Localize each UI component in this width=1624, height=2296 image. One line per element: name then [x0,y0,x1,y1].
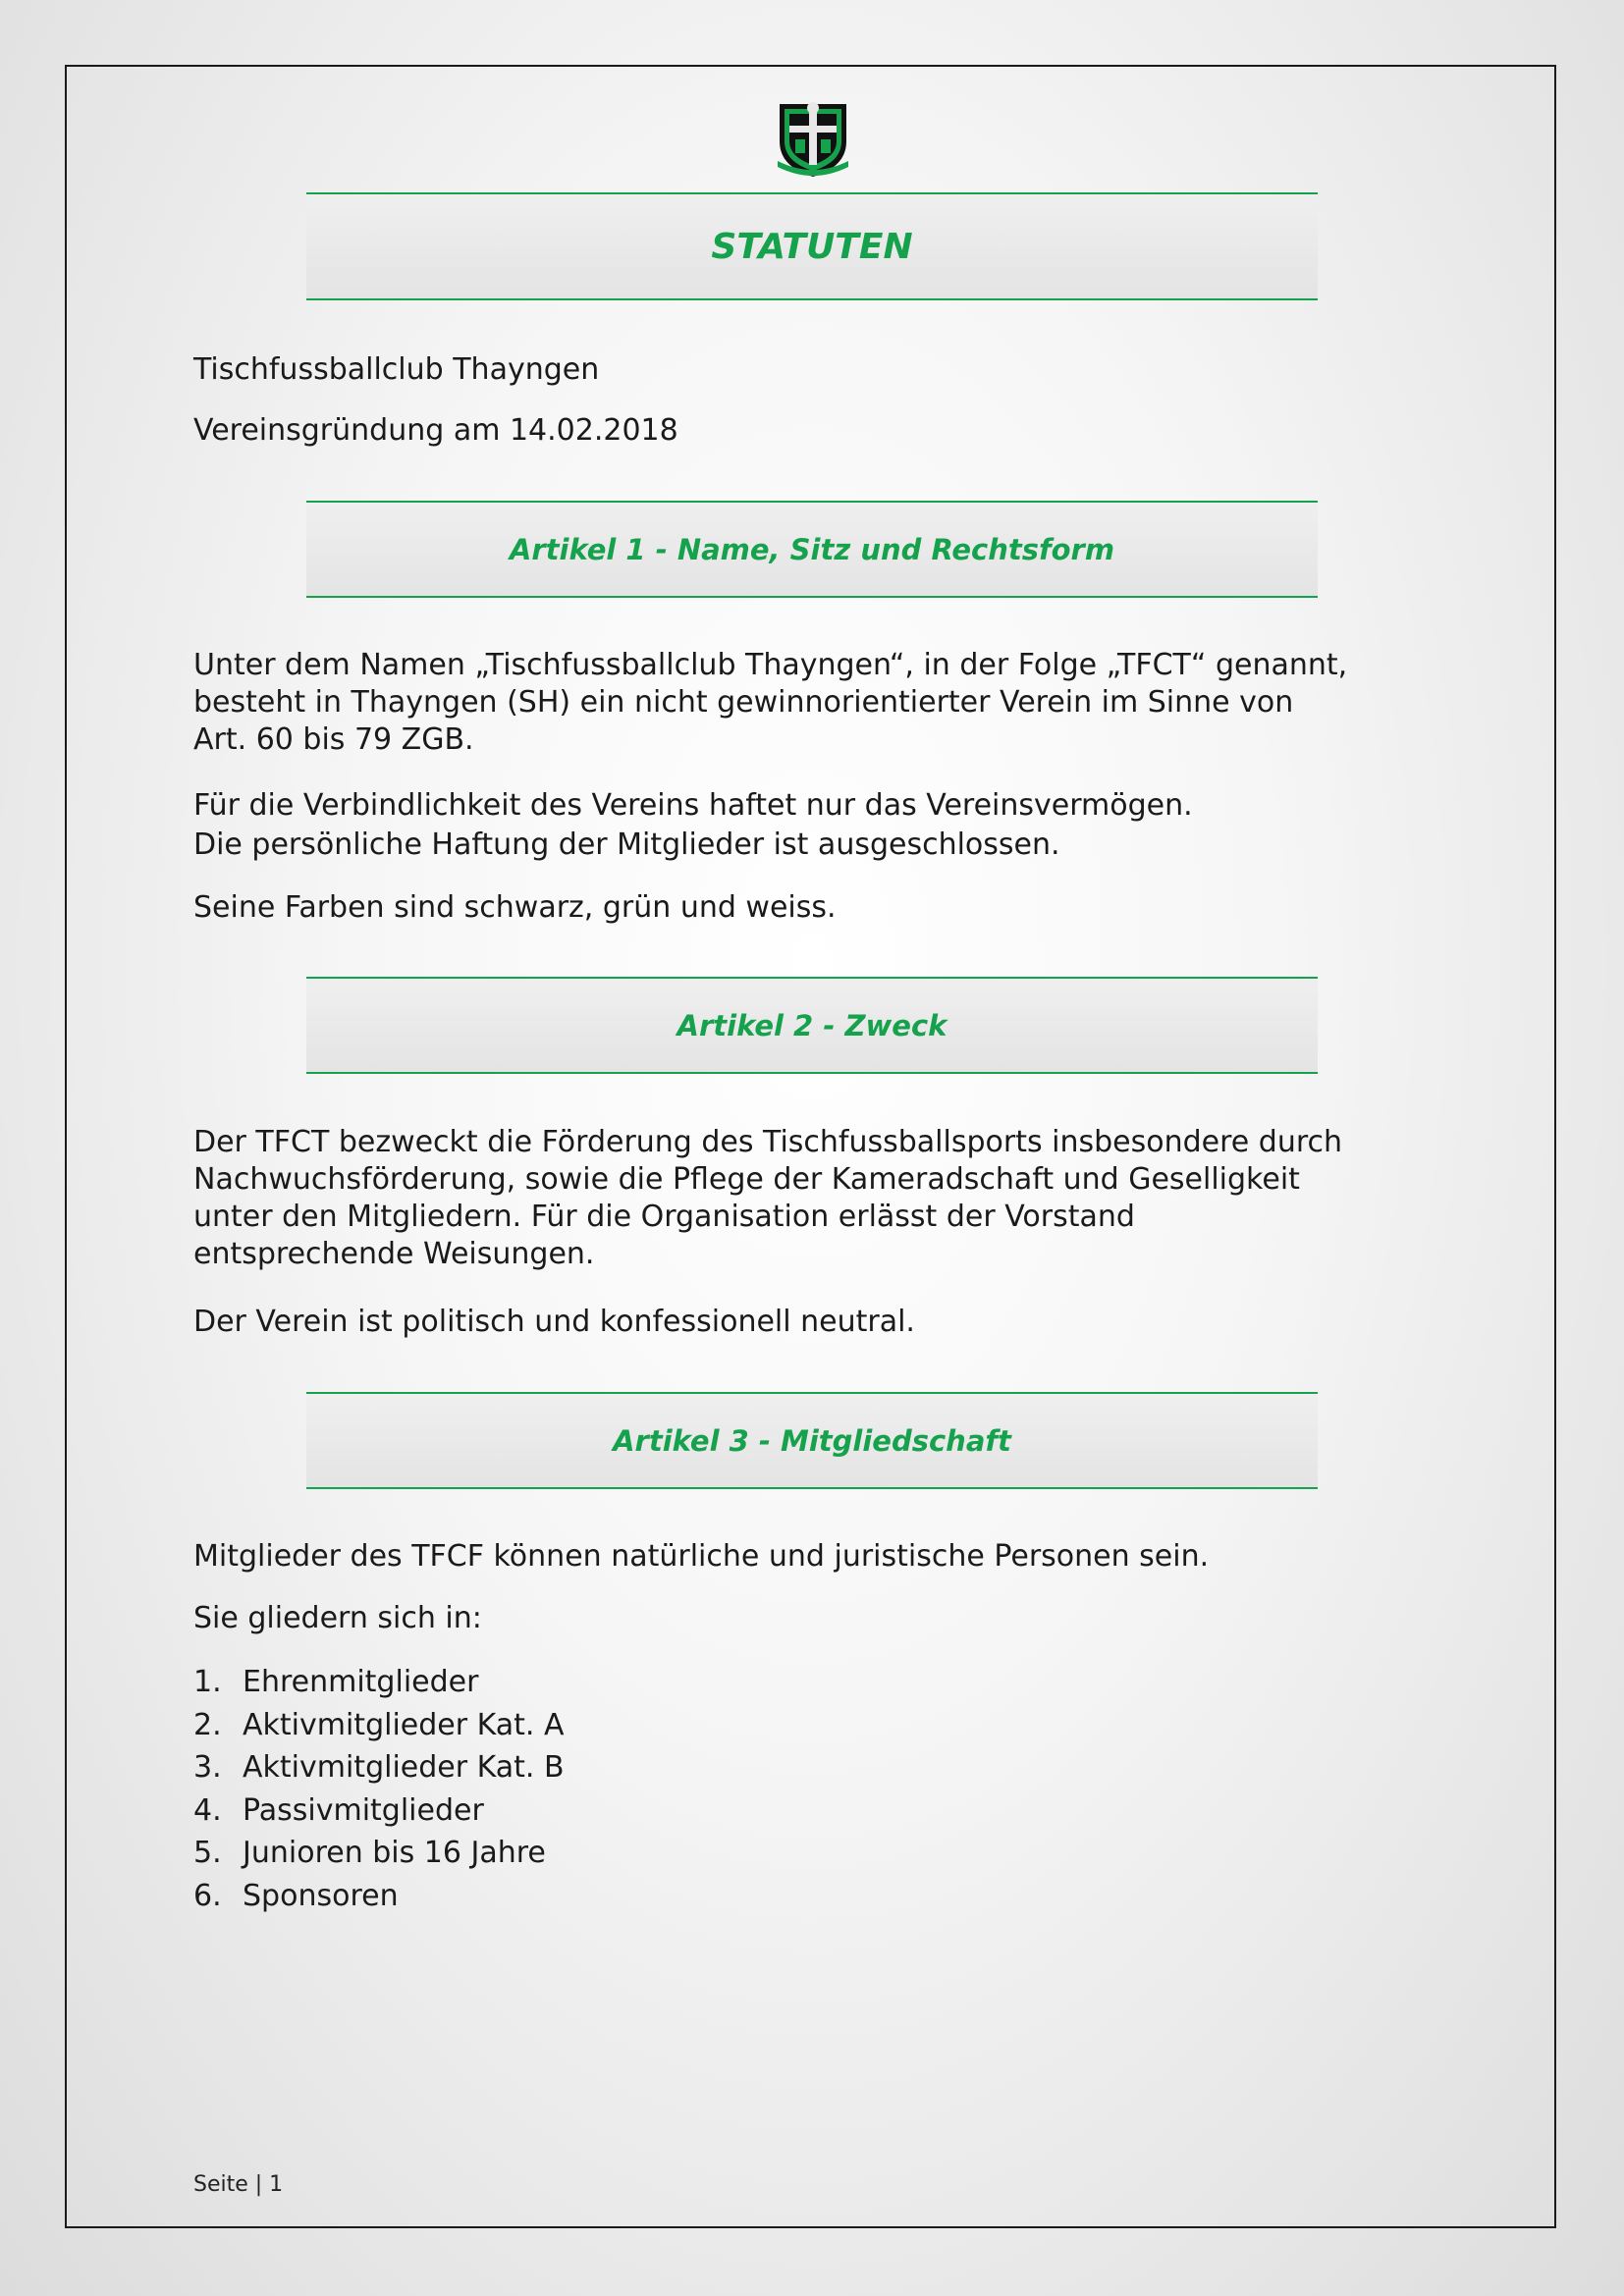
article-2-paragraph-2: Der Verein ist politisch und konfessionell neutral. [193,1305,915,1339]
article-2-heading: Artikel 2 - Zweck [677,1008,947,1042]
list-item [193,1832,565,1875]
title-banner [306,192,1318,300]
list-number: 5. [193,1836,222,1870]
article-3-banner [306,1392,1318,1489]
list-number: 4. [193,1792,222,1828]
article-1-paragraph-2: Für die Verbindlichkeit des Vereins haftet nur das Vereinsvermögen. [193,788,1193,823]
article-1-heading: Artikel 1 - Name, Sitz und Rechtsform [509,532,1115,566]
list-text: Ehrenmitglieder [243,1665,479,1699]
list-item [193,1875,565,1918]
list-text: Junioren bis 16 Jahre [243,1836,546,1870]
article-1-paragraph-3: Die persönliche Haftung der Mitglieder ist ausgeschlossen. [193,828,1060,862]
article-1-banner [306,501,1318,598]
list-number: 2. [193,1707,222,1742]
list-text: Passivmitglieder [243,1792,484,1828]
membership-list [193,1661,565,1917]
list-number: 6. [193,1878,222,1913]
list-item [193,1746,565,1789]
club-logo-icon [774,96,852,179]
article-3-heading: Artikel 3 - Mitgliedschaft [613,1423,1011,1458]
list-text: Aktivmitglieder Kat. A [243,1707,565,1742]
list-text: Aktivmitglieder Kat. B [243,1750,565,1785]
document-title: STATUTEN [711,226,913,267]
list-item [193,1661,565,1704]
article-3-paragraph-2: Sie gliedern sich in: [193,1601,482,1635]
founding-date: Vereinsgründung am 14.02.2018 [193,413,678,448]
list-item [193,1704,565,1747]
club-name: Tischfussballclub Thayngen [193,352,600,387]
article-3-paragraph-1: Mitglieder des TFCF können natürliche und juristische Personen sein. [193,1539,1210,1574]
page-footer: Seite | 1 [193,2172,284,2197]
article-2-paragraph-1: Der TFCT bezweckt die Förderung des Tischfussballsports insbesondere durch Nachwuchsförderung, sowie die Pflege der Kameradschaft und Geselligkeit unter den Mitgliedern. Für die Organisation erlässt der Vorstand entsprechende Weisungen. [193,1125,1343,1271]
article-1-paragraph-1: Unter dem Namen „Tischfussballclub Thayngen“, in der Folge „TFCT“ genannt, besteht in Thayngen (SH) ein nicht gewinnorientierter Verein im Sinne von Art. 60 bis 79 ZGB. [193,648,1348,757]
list-number: 3. [193,1750,222,1785]
list-number: 1. [193,1665,222,1699]
article-2-banner [306,977,1318,1074]
article-1-paragraph-4: Seine Farben sind schwarz, grün und weiss. [193,890,837,925]
list-item [193,1789,565,1833]
list-text: Sponsoren [243,1878,399,1913]
